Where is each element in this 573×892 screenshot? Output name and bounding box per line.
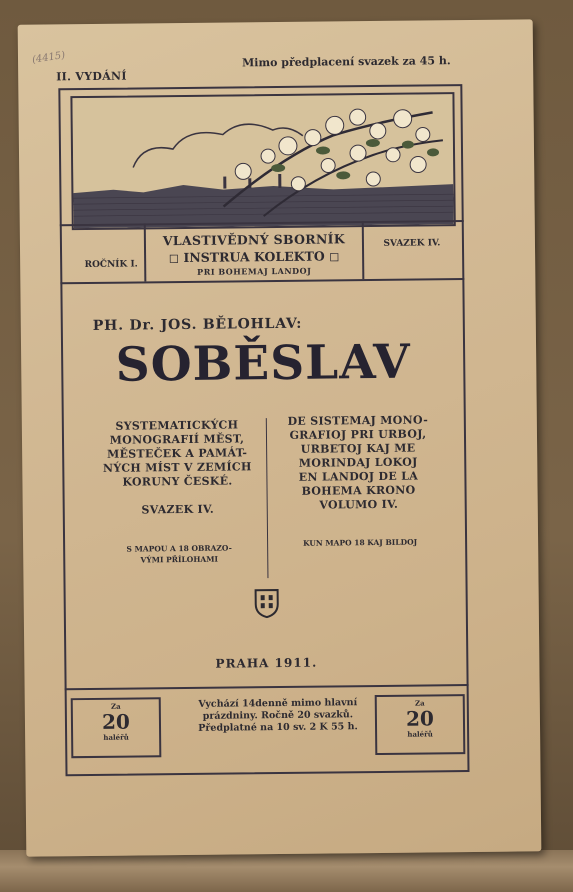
landscape-illustration (70, 92, 455, 230)
volume-year: ROČNÍK I. (84, 259, 138, 271)
landscape-drawing (72, 94, 453, 228)
czech-subtitle-line: SYSTEMATICKÝCH (115, 418, 239, 433)
price-box-right (375, 694, 466, 755)
shield-emblem-icon (254, 588, 280, 618)
czech-subtitle-line: MONOGRAFIÍ MĚST, (109, 432, 245, 447)
author-name: PH. Dr. JOS. BĚLOHLAV: (92, 315, 303, 334)
booklet-cover (18, 19, 542, 856)
price-unit: haléřů (103, 732, 129, 742)
price-prefix: Za (110, 701, 121, 711)
esperanto-subtitle-line: BOHEMA KRONO (301, 483, 416, 498)
volume-label: SVAZEK IV. (383, 238, 441, 249)
subscription-info (173, 697, 383, 735)
czech-note-line: VÝMI PŘÍLOHAMI (140, 554, 219, 565)
series-title-line3: PRI BOHEMAJ LANDOJ (197, 265, 312, 277)
subscription-info-line: prázdniny. Ročně 20 svazků. (202, 709, 354, 722)
czech-volume: SVAZEK IV. (141, 502, 215, 517)
place-and-year: PRAHA 1911. (215, 655, 318, 671)
book-title: SOBĚSLAV (115, 334, 411, 393)
price-value: 20 (405, 706, 434, 731)
esperanto-subtitle-line: DE SISTEMAJ MONO- (287, 413, 429, 428)
esperanto-subtitle-line: EN LANDOJ DE LA (298, 469, 419, 484)
subscription-info-line: Předplatné na 10 sv. 2 K 55 h. (198, 721, 358, 734)
price-value: 20 (101, 709, 131, 734)
esperanto-volume: VOLUMO IV. (319, 497, 399, 512)
czech-note-line: S MAPOU A 18 OBRAZO- (126, 543, 232, 554)
esperanto-subtitle-line: URBETOJ KAJ ME (300, 441, 416, 456)
pencil-annotation: (4415) (31, 49, 66, 66)
czech-subtitle (92, 418, 263, 518)
price-unit: haléřů (407, 729, 433, 739)
czech-note (99, 542, 259, 566)
czech-subtitle-line: NÝCH MÍST V ZEMÍCH (102, 460, 252, 475)
czech-subtitle-line: KORUNY ČESKÉ. (122, 474, 233, 489)
series-title (148, 231, 360, 277)
esperanto-subtitle (268, 413, 449, 513)
series-title-line2: ◻ INSTRUA KOLEKTO ◻ (168, 248, 340, 266)
esperanto-note: KUN MAPO 18 KAJ BILDOJ (302, 537, 418, 548)
price-note: Mimo předplacení svazek za 45 h. (242, 54, 451, 70)
edition-label: II. VYDÁNÍ (56, 69, 127, 84)
esperanto-subtitle-line: MORINDAJ LOKOJ (298, 455, 418, 470)
price-box-left (71, 697, 162, 758)
series-title-line1: VLASTIVĚDNÝ SBORNÍK (162, 231, 346, 249)
esperanto-subtitle-line: GRAFIOJ PRI URBOJ, (289, 427, 427, 442)
footer-band (65, 686, 470, 766)
czech-subtitle-line: MĚSTEČEK A PAMÁT- (107, 446, 248, 461)
price-prefix: Za (414, 698, 425, 708)
shelf-surface (0, 850, 573, 892)
subscription-info-line: Vychází 14denně mimo hlavní (198, 697, 358, 710)
